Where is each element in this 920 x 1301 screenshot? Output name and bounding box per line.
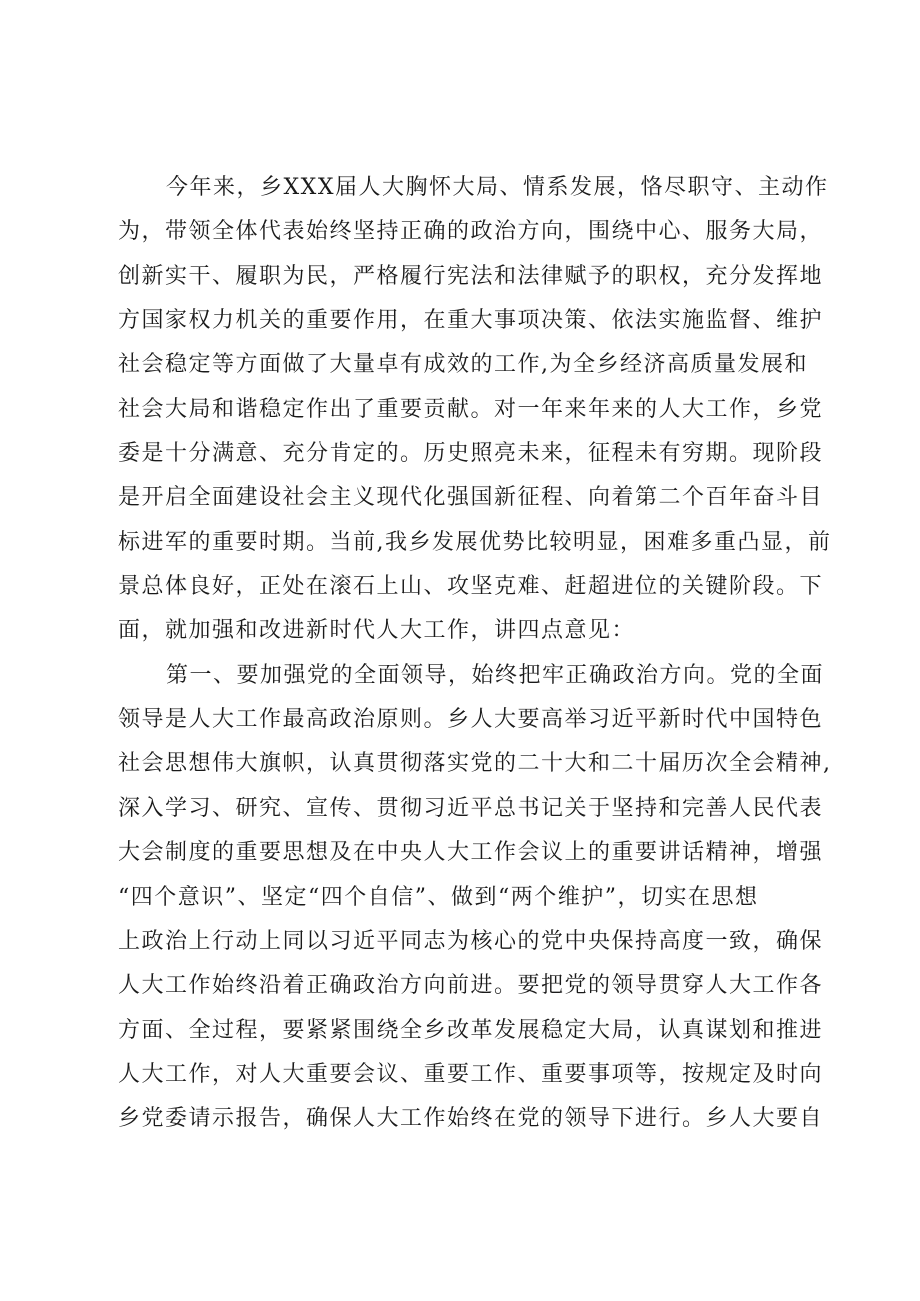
- text-line: 第一、要加强党的全面领导，始终把牢正确政治方向。党的全面: [166, 662, 825, 688]
- text-line: 面，就加强和改进新时代人大工作，讲四点意见：: [118, 618, 636, 644]
- text-line: 方面、全过程，要紧紧围绕全乡改革发展稳定大局，认真谋划和推进: [118, 1017, 824, 1043]
- text-line: 人大工作，对人大重要会议、重要工作、重要事项等，按规定及时向: [118, 1061, 824, 1087]
- text-line: 社会大局和谐稳定作出了重要贡献。对一年来年来的人大工作，乡党: [118, 396, 824, 422]
- text-line: 是开启全面建设社会主义现代化强国新征程、向着第二个百年奋斗目: [118, 485, 824, 511]
- text-line: 委是十分满意、充分肯定的。历史照亮未来，征程未有穷期。现阶段: [118, 441, 824, 467]
- text-line: 乡党委请示报告，确保人大工作始终在党的领导下进行。乡人大要自: [118, 1106, 824, 1132]
- text-line: 标进军的重要时期。当前,我乡发展优势比较明显，困难多重凸显，前: [118, 529, 832, 555]
- text-line: 上政治上行动上同以习近平同志为核心的党中央保持高度一致，确保: [118, 928, 824, 954]
- text-line: 社会思想伟大旗帜，认真贯彻落实党的二十大和二十届历次全会精神,: [118, 751, 832, 777]
- paragraph-intro: [118, 166, 832, 654]
- text-line: 为，带领全体代表始终坚持正确的政治方向，围绕中心、服务大局，: [118, 219, 824, 245]
- text-line: 深入学习、研究、宣传、贯彻习近平总书记关于坚持和完善人民代表: [118, 795, 824, 821]
- text-line: 创新实干、履职为民，严格履行宪法和法律赋予的职权，充分发挥地: [118, 263, 824, 289]
- paragraph-point-one: [118, 654, 832, 1142]
- text-line: 景总体良好，正处在滚石上山、攻坚克难、赶超进位的关键阶段。下: [118, 574, 824, 600]
- text-line: 方国家权力机关的重要作用，在重大事项决策、依法实施监督、维护: [118, 308, 824, 334]
- text-line: 社会稳定等方面做了大量卓有成效的工作,为全乡经济高质量发展和: [118, 352, 808, 378]
- text-line: 今年来，乡XXX届人大胸怀大局、情系发展，恪尽职守、主动作: [166, 175, 829, 200]
- text-line: 大会制度的重要思想及在中央人大工作会议上的重要讲话精神，增强: [118, 840, 824, 866]
- text-line: 领导是人大工作最高政治原则。乡人大要高举习近平新时代中国特色: [118, 707, 824, 733]
- text-line: “四个意识”、坚定“四个自信”、做到“两个维护”，切实在思想: [118, 884, 759, 910]
- document-body: [118, 166, 832, 1142]
- text-line: 人大工作始终沿着正确政治方向前进。要把党的领导贯穿人大工作各: [118, 973, 824, 999]
